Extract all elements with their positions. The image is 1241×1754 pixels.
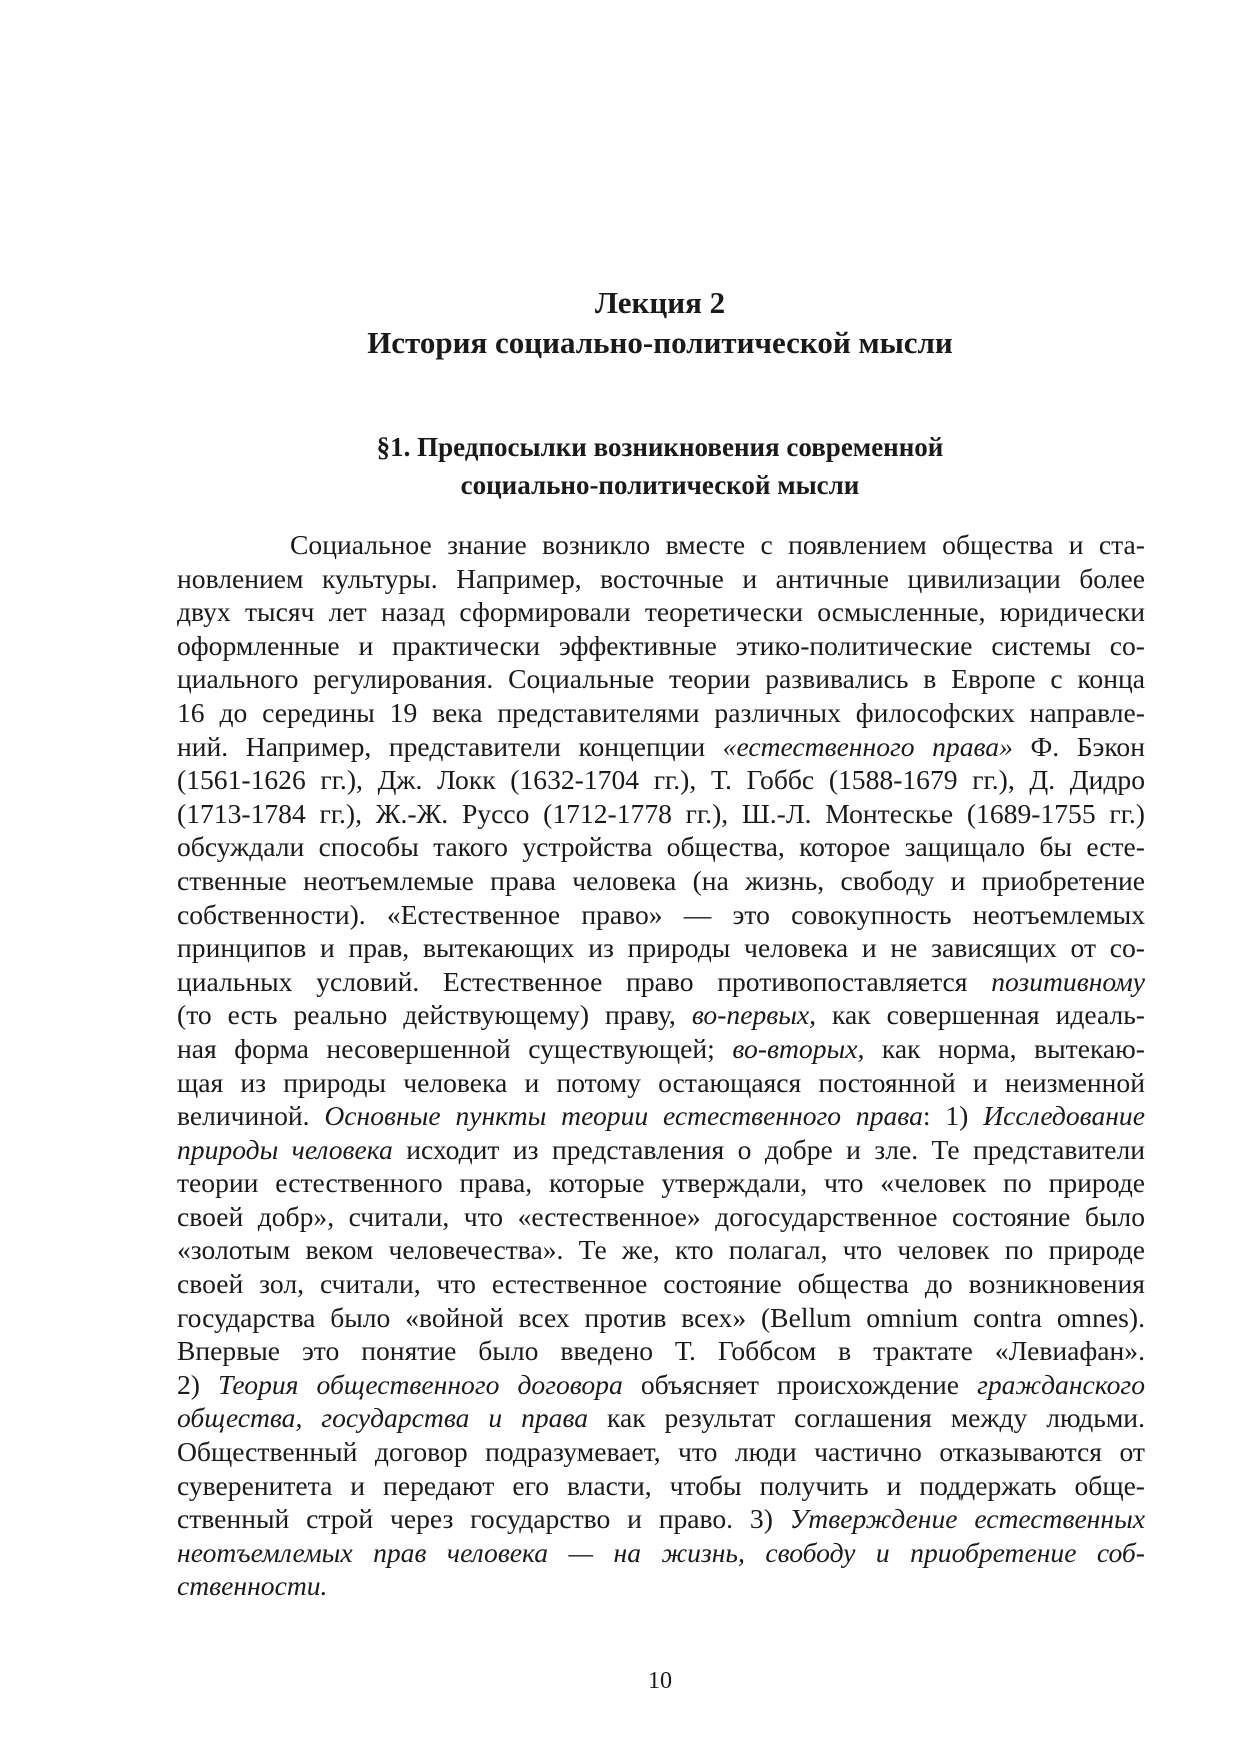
text-line <box>177 595 1145 629</box>
text-run: (1713-1784 гг.), Ж.-Ж. Руссо (1712-1778 гг.), Ш.-Л. Монтескье (1689-1755 гг.) <box>177 797 1145 829</box>
text-run: своей добр», считали, что «естественное» догосударственное состояние было <box>177 1200 1145 1232</box>
text-line <box>177 696 1145 730</box>
text-run: циальных условий. Естественное право противопоставляется <box>177 965 992 997</box>
text-run: (то есть реально действующему) праву, <box>177 999 692 1031</box>
text-line <box>177 1166 1145 1200</box>
italic-text: гражданского <box>977 1368 1145 1400</box>
text-line <box>177 1536 1145 1570</box>
italic-text: Утверждение естественных <box>789 1503 1145 1535</box>
italic-text: во-вторых, <box>732 1032 865 1064</box>
lecture-number: Лекция 2 <box>594 285 726 320</box>
section-title-line-1: §1. Предпосылки возникновения современной <box>376 432 944 462</box>
text-run: собственности). «Естественное право» — это совокупность неотъемлемых <box>177 898 1145 930</box>
text-run: ная форма несовершенной существующей; <box>177 1032 733 1064</box>
text-run: Социальное знание возникло вместе с появлением общества и ста- <box>290 529 1145 560</box>
italic-text: «естественного права» <box>722 730 1013 762</box>
text-run: «золотым веком человечества». Те же, кто полагал, что человек по природе <box>177 1234 1145 1266</box>
text-line <box>177 830 1145 864</box>
text-run: (1561-1626 гг.), Дж. Локк (1632-1704 гг.), Т. Гоббс (1588-1679 гг.), Д. Дидро <box>177 764 1145 796</box>
text-run: обсуждали способы такого устройства общества, которое защищало бы есте- <box>177 831 1145 863</box>
text-run: как норма, вытекаю- <box>864 1032 1145 1064</box>
body-paragraph <box>177 528 1145 1603</box>
section-title <box>0 428 1241 504</box>
italic-text: природы человека <box>177 1133 393 1165</box>
text-line <box>177 1502 1145 1536</box>
text-line <box>177 1334 1145 1368</box>
text-run: щая из природы человека и потому остающаяся постоянной и неизменной <box>177 1066 1145 1098</box>
italic-text: позитивному <box>991 965 1145 997</box>
text-line <box>177 931 1145 965</box>
text-line <box>177 965 1145 999</box>
lecture-topic: История социально-политической мысли <box>367 325 953 360</box>
text-line <box>177 1099 1145 1133</box>
text-run: оформленные и практически эффективные этико-политические системы со- <box>177 629 1145 661</box>
text-line <box>177 1401 1145 1435</box>
italic-text: Теория общественного договора <box>218 1368 623 1400</box>
page-number: 10 <box>648 1668 672 1694</box>
text-run: ственные неотъемлемые права человека (на жизнь, свободу и приобретение <box>177 864 1145 896</box>
text-run: Впервые это понятие было введено Т. Гоббсом в трактате «Левиафан». <box>177 1335 1145 1367</box>
text-line <box>177 1435 1145 1469</box>
italic-text: Исследование <box>983 1100 1145 1132</box>
text-run: исходит из представления о добре и зле. Те представители <box>392 1133 1145 1165</box>
text-run: как совершенная идеаль- <box>816 999 1145 1031</box>
text-line <box>177 562 1145 596</box>
text-run: государства было «войной всех против всех» (Bellum omnium contra omnes). <box>177 1301 1145 1333</box>
italic-text: неотъемлемых прав человека — на жизнь, свободу и приобретение соб- <box>177 1536 1145 1568</box>
text-line <box>177 898 1145 932</box>
text-run: величиной. <box>177 1100 325 1132</box>
text-run: двух тысяч лет назад сформировали теоретически осмысленные, юридически <box>177 596 1145 628</box>
text-run: 16 до середины 19 века представителями различных философских направле- <box>177 696 1145 728</box>
text-line <box>177 864 1145 898</box>
text-line <box>177 998 1145 1032</box>
text-run: теории естественного права, которые утверждали, что «человек по природе <box>177 1167 1145 1199</box>
text-run: Ф. Бэкон <box>1012 730 1145 762</box>
text-line <box>177 1267 1145 1301</box>
text-run: объясняет происхождение <box>622 1368 978 1400</box>
text-line <box>177 1133 1145 1167</box>
text-line <box>177 1032 1145 1066</box>
italic-text: ственности. <box>177 1570 328 1602</box>
text-run: 2) <box>177 1368 219 1400</box>
text-line <box>177 1200 1145 1234</box>
text-line <box>177 662 1145 696</box>
text-line <box>177 1233 1145 1267</box>
section-title-line-2: социально-политической мысли <box>460 470 860 500</box>
italic-text: общества, государства и права <box>177 1402 589 1434</box>
text-run: принципов и прав, вытекающих из природы человека и не зависящих от со- <box>177 932 1145 964</box>
italic-text: во-первых, <box>691 999 817 1031</box>
text-run: Общественный договор подразумевает, что люди частично отказываются от <box>177 1436 1145 1468</box>
text-line <box>177 1469 1145 1503</box>
lecture-title <box>0 283 1241 363</box>
text-line <box>177 1066 1145 1100</box>
text-line <box>177 1301 1145 1335</box>
text-line <box>177 1368 1145 1402</box>
text-run: суверенитета и передают его власти, чтобы получить и поддержать обще- <box>177 1469 1145 1501</box>
italic-text: Основные пункты теории естественного права <box>324 1100 923 1132</box>
text-run: : 1) <box>922 1100 984 1132</box>
text-line <box>177 763 1145 797</box>
text-line <box>177 629 1145 663</box>
text-run: ний. Например, представители концепции <box>177 730 723 762</box>
text-run: новлением культуры. Например, восточные и античные цивилизации более <box>177 562 1145 594</box>
text-line <box>177 797 1145 831</box>
text-run: ственный строй через государство и право. 3) <box>177 1503 790 1535</box>
text-run: циального регулирования. Социальные теории развивались в Европе с конца <box>177 663 1145 695</box>
text-line <box>177 1569 1145 1603</box>
text-line <box>177 528 1145 562</box>
text-run: как результат соглашения между людьми. <box>588 1402 1145 1434</box>
text-line <box>177 730 1145 764</box>
text-run: своей зол, считали, что естественное состояние общества до возникновения <box>177 1268 1145 1300</box>
